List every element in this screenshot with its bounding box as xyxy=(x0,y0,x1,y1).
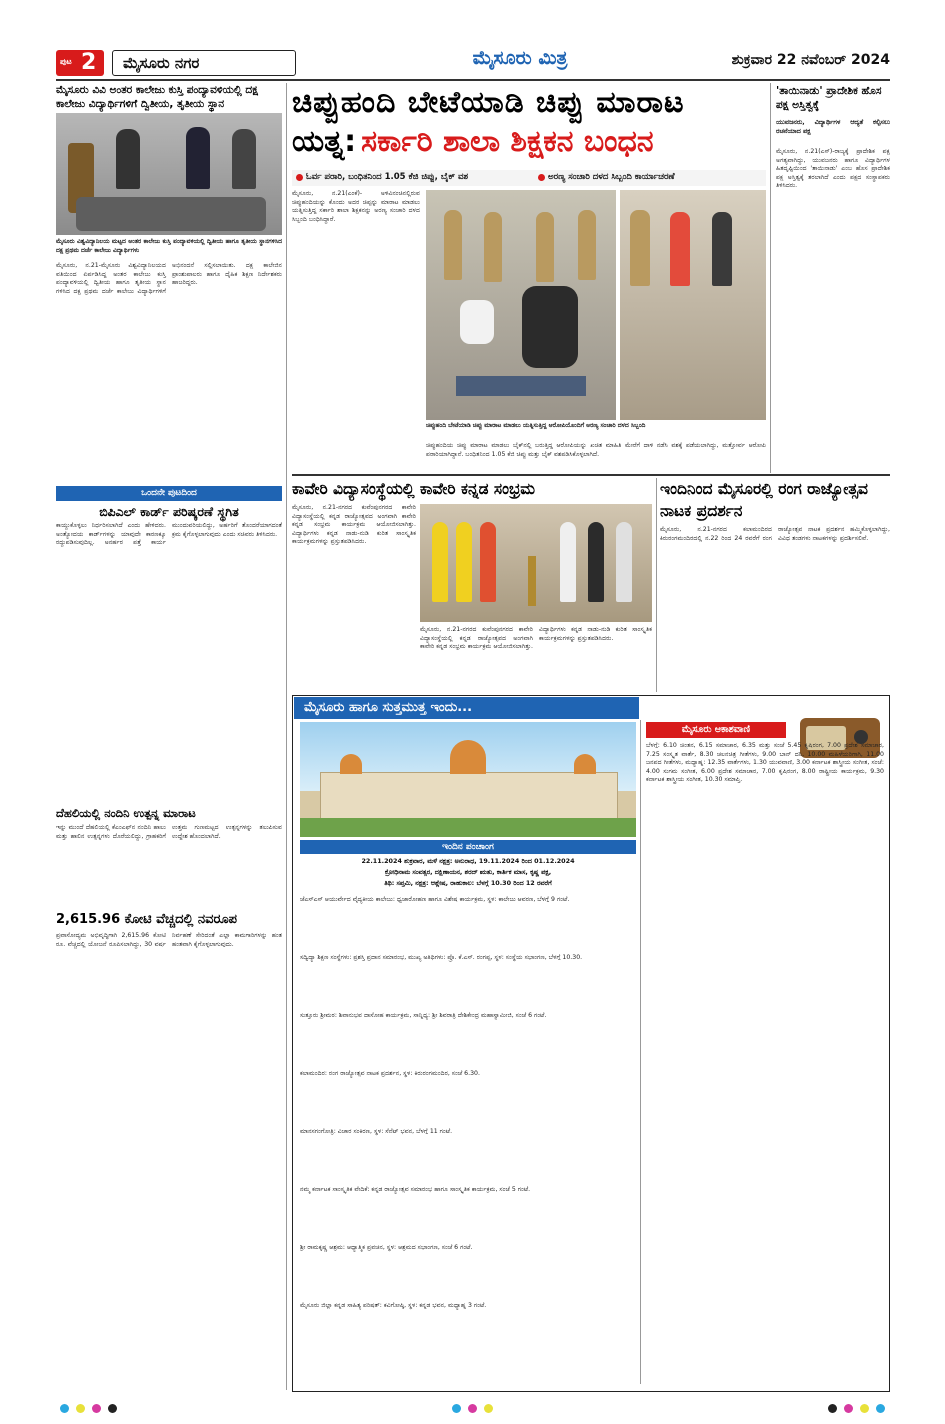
registration-dot xyxy=(860,1404,869,1413)
registration-dot xyxy=(844,1404,853,1413)
today-banner xyxy=(294,697,639,719)
kaveri-body-right: ಮೈಸೂರು, ನ.21-ನಗರದ ಕುವೆಂಪುನಗರದ ಕಾವೇರಿ ವಿದ್ಯಾಸಂಸ್ಥೆಯಲ್ಲಿ ಕನ್ನಡ ರಾಜ್ಯೋತ್ಸವದ ಅಂಗವಾಗಿ ಕಾವೇರಿ ಕನ್ನಡ ಸಂಭ್ರಮ ಕಾರ್ಯಕ್ರಮ ಆಯೋಜಿಸಲಾಗಿತ್ತು. ವಿದ್ಯಾರ್ಥಿಗಳು ಕನ್ನಡ ನಾಡು-ನುಡಿ ಕುರಿತ ಸಾಂಸ್ಕೃತಿಕ ಕಾರ್ಯಕ್ರಮಗಳನ್ನು ಪ್ರಸ್ತುತಪಡಿಸಿದರು. xyxy=(420,626,652,651)
officer-icon xyxy=(444,210,462,280)
bullet-icon xyxy=(538,174,545,181)
registration-dot xyxy=(108,1404,117,1413)
party-headline: 'ತಾಯಿನಾಡು' ಪ್ರಾದೇಶಿಕ ಹೊಸ ಪಕ್ಷ ಅಸ್ತಿತ್ವಕ್ಕೆ xyxy=(776,85,882,111)
lamp-icon xyxy=(528,556,536,606)
section-rule xyxy=(292,474,890,476)
lead-subhead-1: ಓರ್ವ ಪರಾರಿ, ಬಂಧಿತನಿಂದ 1.05 ಕೆಜಿ ಚಿಪ್ಪು, ಬೈಕ್ ವಶ xyxy=(306,172,469,182)
lead-photo-inset xyxy=(620,190,766,420)
page-number: 2 xyxy=(81,50,97,75)
crore-headline: 2,615.96 ಕೋಟಿ ವೆಚ್ಚದಲ್ಲಿ ನವರೂಪ xyxy=(56,912,237,927)
lead-headline-line2 xyxy=(292,124,766,168)
header-rule xyxy=(56,79,890,81)
officer-icon xyxy=(536,212,554,282)
officer-icon xyxy=(630,210,650,286)
lead-photo xyxy=(426,190,616,420)
page-number-badge xyxy=(56,50,104,76)
person-icon xyxy=(670,212,690,286)
registration-dot xyxy=(60,1404,69,1413)
lead-subhead-2: ಅರಣ್ಯ ಸಂಚಾರಿ ದಳದ ಸಿಬ್ಬಂದಿ ಕಾರ್ಯಾಚರಣೆ xyxy=(548,172,675,182)
akashvani-schedule: ಬೆಳಗ್ಗೆ: 6.10 ಚಿಂತನ, 6.15 ಸಮಾಚಾರ, 6.35 ಮತ್ತು ಸಂಜೆ 5.45 ಕೃಷಿರಂಗ, 7.00 ಪ್ರದೇಶ ಸಮಾಚಾರ, 7.25 ಸಂಸ್ಕೃತ ವಾರ್ತೆ, 8.30 ಚಲನಚಿತ್ರ ಗೀತೆಗಳು, 9.00 ಬಾನ್ ದನಿ, 10.00 ಮಹಿಳೆಯರಿಗಾಗಿ, 11.00 ಜನಪದ ಗೀತೆಗಳು, ಮಧ್ಯಾಹ್ನ: 12.35 ವಾರ್ತೆಗಳು, 1.30 ಯುವವಾಣಿ, 3.00 ಕರ್ನಾಟಕ ಶಾಸ್ತ್ರೀಯ ಸಂಗೀತ, ಸಂಜೆ: 4.00 ಸುಗಮ ಸಂಗೀತ, 6.00 ಪ್ರದೇಶ ಸಮಾಚಾರ, 7.00 ಕೃಷಿರಂಗ, 8.00 ರಾಷ್ಟ್ರೀಯ ಕಾರ್ಯಕ್ರಮ, 9.30 ಕರ್ನಾಟಕ ಶಾಸ್ತ್ರೀಯ ಸಂಗೀತ, 10.30 ಸಮಾಪ್ತಿ. xyxy=(646,742,884,784)
column-divider xyxy=(770,83,771,473)
motorbike-icon xyxy=(522,286,578,368)
party-body: ಮೈಸೂರು, ನ.21(ಎಸ್)-ರಾಜ್ಯಕ್ಕೆ ಪ್ರಾದೇಶಿಕ ಪಕ್ಷ ಅಗತ್ಯವಾಗಿದ್ದು, ಯುವಜನರು ಹಾಗೂ ವಿದ್ಯಾರ್ಥಿಗಳ ಹಿತದೃಷ್ಟಿಯಿಂದ 'ತಾಯಿನಾಡು' ಎಂಬ ಹೊಸ ಪ್ರಾದೇಶಿಕ ಪಕ್ಷ ಅಸ್ತಿತ್ವಕ್ಕೆ ತರಲಾಗಿದೆ ಎಂದು ಪಕ್ಷದ ಸಂಸ್ಥಾಪಕರು ತಿಳಿಸಿದರು. xyxy=(776,148,890,190)
lead-body-right: ಚಿಪ್ಪುಹಂದಿಯ ಚಿಪ್ಪು ಮಾರಾಟ ಮಾಡಲು ಬೈಕ್‌ನಲ್ಲಿ ಬರುತ್ತಿದ್ದ ಆರೋಪಿಯನ್ನು ಖಚಿತ ಮಾಹಿತಿ ಮೇರೆಗೆ ದಾಳಿ ನಡೆಸಿ ವಶಕ್ಕೆ ಪಡೆಯಲಾಗಿದ್ದು, ಮತ್ತೋರ್ವ ಆರೋಪಿ ಪರಾರಿಯಾಗಿದ್ದಾನೆ. ಬಂಧಿತನಿಂದ 1.05 ಕೆಜಿ ಚಿಪ್ಪು ಮತ್ತು ಬೈಕ್ ವಶಪಡಿಸಿಕೊಳ್ಳಲಾಗಿದೆ. xyxy=(426,442,766,458)
wrestling-caption: ಮೈಸೂರು ವಿಶ್ವವಿದ್ಯಾನಿಲಯ ಮಟ್ಟದ ಅಂತರ ಕಾಲೇಜು ಕುಸ್ತಿ ಪಂದ್ಯಾವಳಿಯಲ್ಲಿ ದ್ವಿತೀಯ ಹಾಗೂ ತೃತೀಯ ಸ್ಥಾನಗಳಿಸಿದ ದಕ್ಷ ಪ್ರಥಮ ದರ್ಜೆ ಕಾಲೇಜು ವಿದ್ಯಾರ್ಥಿಗಳು xyxy=(56,238,282,254)
column-divider xyxy=(656,478,657,692)
kaveri-photo xyxy=(420,504,652,622)
palace-body xyxy=(320,772,618,820)
panchanga-line-2: ಕ್ರೋಧಿನಾಮ ಸಂವತ್ಸರ, ದಕ್ಷಿಣಾಯನ, ಶರದ್ ಋತು, ಕಾರ್ತಿಕ ಮಾಸ, ಕೃಷ್ಣ ಪಕ್ಷ, xyxy=(384,868,552,876)
person-icon xyxy=(186,127,210,189)
registration-dot xyxy=(876,1404,885,1413)
nandini-body: ಇನ್ನು ಮುಂದೆ ದೆಹಲಿಯಲ್ಲಿ ಕೆಎಂಎಫ್‌ನ ನಂದಿನಿ ಹಾಲು ಮತ್ತು ಹಾಲಿನ ಉತ್ಪನ್ನಗಳು ದೊರೆಯಲಿದ್ದು, ಗ್ರಾಹಕರಿಗೆ ಉತ್ತಮ ಗುಣಮಟ್ಟದ ಉತ್ಪನ್ನಗಳನ್ನು ತಲುಪಿಸುವ ಉದ್ದೇಶ ಹೊಂದಲಾಗಿದೆ. xyxy=(56,824,282,840)
event-item: ಮಾನಸಗಂಗೋತ್ರಿ: ವಿಚಾರ ಸಂಕಿರಣ, ಸ್ಥಳ: ಸೆನೆಟ್ ಭವನ, ಬೆಳಗ್ಗೆ 11 ಗಂಟೆ. xyxy=(300,1128,453,1135)
panchanga-block xyxy=(300,856,636,892)
person-icon xyxy=(432,522,448,602)
registration-dot xyxy=(484,1404,493,1413)
event-item: ಕಲಾಮಂದಿರ: ರಂಗ ರಾಜ್ಯೋತ್ಸವ ನಾಟಕ ಪ್ರದರ್ಶನ, ಸ್ಥಳ: ಕಿರುರಂಗಮಂದಿರ, ಸಂಜೆ 6.30. xyxy=(300,1070,480,1077)
nandini-headline: ದೆಹಲಿಯಲ್ಲಿ ನಂದಿನಿ ಉತ್ಪನ್ನ ಮಾರಾಟ xyxy=(56,806,196,820)
officer-icon xyxy=(484,212,502,282)
event-item: ಜೆಎಸ್‌ಎಸ್ ಆಯುರ್ವೇದ ವೈದ್ಯಕೀಯ ಕಾಲೇಜು: ಧ್ವಜಾರೋಹಣ ಹಾಗೂ ವಿಶೇಷ ಕಾರ್ಯಕ್ರಮ, ಸ್ಥಳ: ಕಾಲೇಜು ಆವರಣ, ಬೆಳಗ್ಗೆ 9 ಗಂಟೆ. xyxy=(300,896,570,903)
lead-headline-prefix: ಯತ್ನ: xyxy=(292,124,357,159)
lead-subheads xyxy=(292,170,766,186)
person-icon xyxy=(588,522,604,602)
events-list xyxy=(300,896,636,1382)
bullet-icon xyxy=(296,174,303,181)
registration-dot xyxy=(468,1404,477,1413)
person-icon xyxy=(232,129,256,189)
wrestling-body: ಮೈಸೂರು, ನ.21-ಮೈಸೂರು ವಿಶ್ವವಿದ್ಯಾನಿಲಯದ ವತಿಯಿಂದ ಏರ್ಪಡಿಸಿದ್ದ ಅಂತರ ಕಾಲೇಜು ಕುಸ್ತಿ ಪಂದ್ಯಾವಳಿಯಲ್ಲಿ ದ್ವಿತೀಯ ಹಾಗೂ ತೃತೀಯ ಸ್ಥಾನ ಗಳಿಸಿದ ದಕ್ಷ ಪ್ರಥಮ ದರ್ಜೆ ಕಾಲೇಜು ವಿದ್ಯಾರ್ಥಿಗಳಿಗೆ ಅಭಿನಂದನೆ ಸಲ್ಲಿಸಲಾಯಿತು. ದಕ್ಷ ಕಾಲೇಜಿನ ಪ್ರಾಂಶುಪಾಲರು ಹಾಗೂ ದೈಹಿಕ ಶಿಕ್ಷಣ ನಿರ್ದೇಶಕರು ಹಾಜರಿದ್ದರು. xyxy=(56,262,282,295)
event-item: ಸದ್ವಿದ್ಯಾ ಶಿಕ್ಷಣ ಸಂಸ್ಥೆಗಳು: ಪ್ರಶಸ್ತಿ ಪ್ರದಾನ ಸಮಾರಂಭ, ಮುಖ್ಯ ಅತಿಥಿಗಳು: ಪ್ರೊ. ಕೆ.ಎಸ್. ರಂಗಪ್ಪ, ಸ್ಥಳ: ಸಂಸ್ಥೆಯ ಸಭಾಂಗಣ, ಬೆಳಗ್ಗೆ 10.30. xyxy=(300,954,583,961)
palace-lawn xyxy=(300,818,636,837)
seized-items xyxy=(456,376,586,396)
accused-icon xyxy=(460,300,494,344)
event-item: ಶ್ರೀ ರಾಮಕೃಷ್ಣ ಆಶ್ರಮ: ಆಧ್ಯಾತ್ಮಿಕ ಪ್ರವಚನ, ಸ್ಥಳ: ಆಶ್ರಮದ ಸಭಾಂಗಣ, ಸಂಜೆ 6 ಗಂಟೆ. xyxy=(300,1244,473,1251)
person-icon xyxy=(616,522,632,602)
event-item: ಮೈಸೂರು ಜಿಲ್ಲಾ ಕನ್ನಡ ಸಾಹಿತ್ಯ ಪರಿಷತ್: ಕವಿಗೋಷ್ಠಿ, ಸ್ಥಳ: ಕನ್ನಡ ಭವನ, ಮಧ್ಯಾಹ್ನ 3 ಗಂಟೆ. xyxy=(300,1302,487,1309)
ranga-headline: ಇಂದಿನಿಂದ ಮೈಸೂರಲ್ಲಿ ರಂಗ ರಾಜ್ಯೋತ್ಸವ ನಾಟಕ ಪ್ರದರ್ಶನ xyxy=(660,480,868,520)
person-icon xyxy=(480,522,496,602)
person-icon xyxy=(712,212,732,286)
lead-photo-caption: ಚಿಪ್ಪುಹಂದಿ ಬೇಟೆಯಾಡಿ ಚಿಪ್ಪು ಮಾರಾಟ ಮಾಡಲು ಯತ್ನಿಸುತ್ತಿದ್ದ ಆರೋಪಿಯೊಂದಿಗೆ ಅರಣ್ಯ ಸಂಚಾರಿ ದಳದ ಸಿಬ್ಬಂದಿ xyxy=(426,422,646,429)
ranga-body: ಮೈಸೂರು, ನ.21-ನಗರದ ಕಲಾಮಂದಿರದ ಕಿರುರಂಗಮಂದಿರದಲ್ಲಿ ನ.22 ರಿಂದ 24 ರವರೆಗೆ ರಂಗ ರಾಜ್ಯೋತ್ಸವ ನಾಟಕ ಪ್ರದರ್ಶನ ಹಮ್ಮಿಕೊಳ್ಳಲಾಗಿದ್ದು, ವಿವಿಧ ತಂಡಗಳು ನಾಟಕಗಳನ್ನು ಪ್ರದರ್ಶಿಸಲಿವೆ. xyxy=(660,526,890,542)
person-icon xyxy=(560,522,576,602)
palace-dome xyxy=(340,754,362,774)
person-icon xyxy=(456,522,472,602)
seated-row xyxy=(76,197,266,231)
panchanga-line-3: ತಿಥಿ: ಸಪ್ತಮಿ, ನಕ್ಷತ್ರ: ಆಶ್ಲೇಷ, ರಾಹುಕಾಲ: ಬೆಳಗ್ಗೆ 10.30 ರಿಂದ 12 ರವರೆಗೆ xyxy=(384,879,552,887)
party-subhead: ಯುವಜನರು, ವಿದ್ಯಾರ್ಥಿಗಳ ಆದ್ಯತೆ ಕಲ್ಪಿಸಲು ರಚನೆಯಾದ ಪಕ್ಷ xyxy=(776,118,890,135)
registration-dot xyxy=(92,1404,101,1413)
bpl-body: ಕಾಯ್ದುಕೊಳ್ಳಲು ನಿರ್ಧರಿಸಲಾಗಿದೆ ಎಂದು ಹೇಳಿದರು. ಅಂತ್ಯೋದಯ ಕಾರ್ಡ್‌ಗಳನ್ನು ಯಾವುದೇ ಕಾರಣಕ್ಕೂ ರದ್ದುಪಡಿಸುವುದಿಲ್ಲ. ಅನರ್ಹರ ಪತ್ತೆ ಕಾರ್ಯ ಮುಂದುವರಿಯಲಿದ್ದು, ಅರ್ಹರಿಗೆ ತೊಂದರೆಯಾಗದಂತೆ ಕ್ರಮ ಕೈಗೊಳ್ಳಲಾಗುವುದು ಎಂದು ಸಚಿವರು ತಿಳಿಸಿದರು. xyxy=(56,522,282,547)
panchanga-line-1: 22.11.2024 ಶುಕ್ರವಾರ, ಮಳೆ ನಕ್ಷತ್ರ: ಅನುರಾಧ, 19.11.2024 ರಿಂದ 01.12.2024 xyxy=(361,857,575,865)
palace-dome xyxy=(450,740,486,774)
registration-dot xyxy=(828,1404,837,1413)
registration-dot xyxy=(76,1404,85,1413)
crore-body: ಪ್ರವಾಸೋದ್ಯಮ ಅಭಿವೃದ್ಧಿಗಾಗಿ 2,615.96 ಕೋಟಿ ರೂ. ವೆಚ್ಚದಲ್ಲಿ ಯೋಜನೆ ರೂಪಿಸಲಾಗಿದ್ದು, 30 ವರ್ಷ ನಿರ್ವಹಣೆ ಸೇರಿದಂತೆ ಎಲ್ಲಾ ಕಾಮಗಾರಿಗಳನ್ನು ಹಂತ ಹಂತವಾಗಿ ಕೈಗೊಳ್ಳಲಾಗುವುದು. xyxy=(56,932,282,948)
issue-date: ಶುಕ್ರವಾರ 22 ನವೆಂಬರ್ 2024 xyxy=(731,52,890,68)
kicker-from-page-one: ಒಂದನೇ ಪುಟದಿಂದ xyxy=(56,486,282,501)
officer-icon xyxy=(578,210,596,280)
panchanga-title: ಇಂದಿನ ಪಂಚಾಂಗ xyxy=(300,840,636,854)
masthead: ಮೈಸೂರು ಮಿತ್ರ xyxy=(472,47,568,69)
page-label: ಪುಟ xyxy=(60,57,72,66)
today-banner-text: ಮೈಸೂರು ಹಾಗೂ ಸುತ್ತಮುತ್ತ ಇಂದು... xyxy=(304,700,473,715)
lead-headline-highlight: ಸರ್ಕಾರಿ ಶಾಲಾ ಶಿಕ್ಷಕನ ಬಂಧನ xyxy=(361,124,654,159)
lead-headline-line1: ಚಿಪ್ಪುಹಂದಿ ಬೇಟೆಯಾಡಿ ಚಿಪ್ಪು ಮಾರಾಟ xyxy=(292,85,685,120)
palace-dome xyxy=(574,754,596,774)
akashvani-title: ಮೈಸೂರು ಆಕಾಶವಾಣಿ xyxy=(646,722,786,738)
palace-illustration xyxy=(300,722,636,837)
column-divider xyxy=(286,83,287,1390)
event-item: ನಮ್ಮ ಕರ್ನಾಟಕ ಸಾಂಸ್ಕೃತಿಕ ವೇದಿಕೆ: ಕನ್ನಡ ರಾಜ್ಯೋತ್ಸವ ಸಮಾರಂಭ ಹಾಗೂ ಸಾಂಸ್ಕೃತಿಕ ಕಾರ್ಯಕ್ರಮ, ಸಂಜೆ 5 ಗಂಟೆ. xyxy=(300,1186,531,1193)
kaveri-body-left: ಮೈಸೂರು, ನ.21-ನಗರದ ಕುವೆಂಪುನಗರದ ಕಾವೇರಿ ವಿದ್ಯಾಸಂಸ್ಥೆಯಲ್ಲಿ ಕನ್ನಡ ರಾಜ್ಯೋತ್ಸವದ ಅಂಗವಾಗಿ ಕಾವೇರಿ ಕನ್ನಡ ಸಂಭ್ರಮ ಕಾರ್ಯಕ್ರಮ ಆಯೋಜಿಸಲಾಗಿತ್ತು. ವಿದ್ಯಾರ್ಥಿಗಳು ಕನ್ನಡ ನಾಡು-ನುಡಿ ಕುರಿತ ಸಾಂಸ್ಕೃತಿಕ ಕಾರ್ಯಕ್ರಮಗಳನ್ನು ಪ್ರಸ್ತುತಪಡಿಸಿದರು. xyxy=(292,504,416,546)
lead-body-left: ಮೈಸೂರು, ನ.21(ಎಂಕೆ)- ಅಳಿವಿನಂಚಿನಲ್ಲಿರುವ ಚಿಪ್ಪುಹಂದಿಯನ್ನು ಕೊಂದು ಅದರ ಚಿಪ್ಪನ್ನು ಮಾರಾಟ ಮಾಡಲು ಯತ್ನಿಸುತ್ತಿದ್ದ ಸರ್ಕಾರಿ ಶಾಲಾ ಶಿಕ್ಷಕನನ್ನು ಅರಣ್ಯ ಸಂಚಾರಿ ದಳದ ಸಿಬ್ಬಂದಿ ಬಂಧಿಸಿದ್ದಾರೆ. xyxy=(292,190,420,223)
wrestling-headline: ಮೈಸೂರು ವಿವಿ ಅಂತರ ಕಾಲೇಜು ಕುಸ್ತಿ ಪಂದ್ಯಾವಳಿಯಲ್ಲಿ ದಕ್ಷ ಕಾಲೇಜು ವಿದ್ಯಾರ್ಥಿಗಳಿಗೆ ದ್ವಿತೀಯ, ತೃತೀಯ ಸ್ಥಾನ xyxy=(56,84,258,110)
column-divider xyxy=(640,720,641,1384)
kaveri-headline: ಕಾವೇರಿ ವಿದ್ಯಾಸಂಸ್ಥೆಯಲ್ಲಿ ಕಾವೇರಿ ಕನ್ನಡ ಸಂಭ್ರಮ xyxy=(292,480,536,498)
section-title: ಮೈಸೂರು ನಗರ xyxy=(112,50,296,76)
event-item: ಸುತ್ತೂರು ಶ್ರೀಮಠ: ಶಿವಾನುಭವ ದಾಸೋಹ ಕಾರ್ಯಕ್ರಮ, ಸಾನ್ನಿಧ್ಯ: ಶ್ರೀ ಶಿವರಾತ್ರಿ ದೇಶಿಕೇಂದ್ರ ಮಹಾಸ್ವಾಮೀಜಿ, ಸಂಜೆ 6 ಗಂಟೆ. xyxy=(300,1012,547,1019)
wrestling-photo xyxy=(56,113,282,235)
person-icon xyxy=(116,129,140,189)
bpl-headline: ಬಿಪಿಎಲ್ ಕಾರ್ಡ್ ಪರಿಷ್ಕರಣೆ ಸ್ಥಗಿತ xyxy=(99,504,239,519)
registration-dot xyxy=(452,1404,461,1413)
